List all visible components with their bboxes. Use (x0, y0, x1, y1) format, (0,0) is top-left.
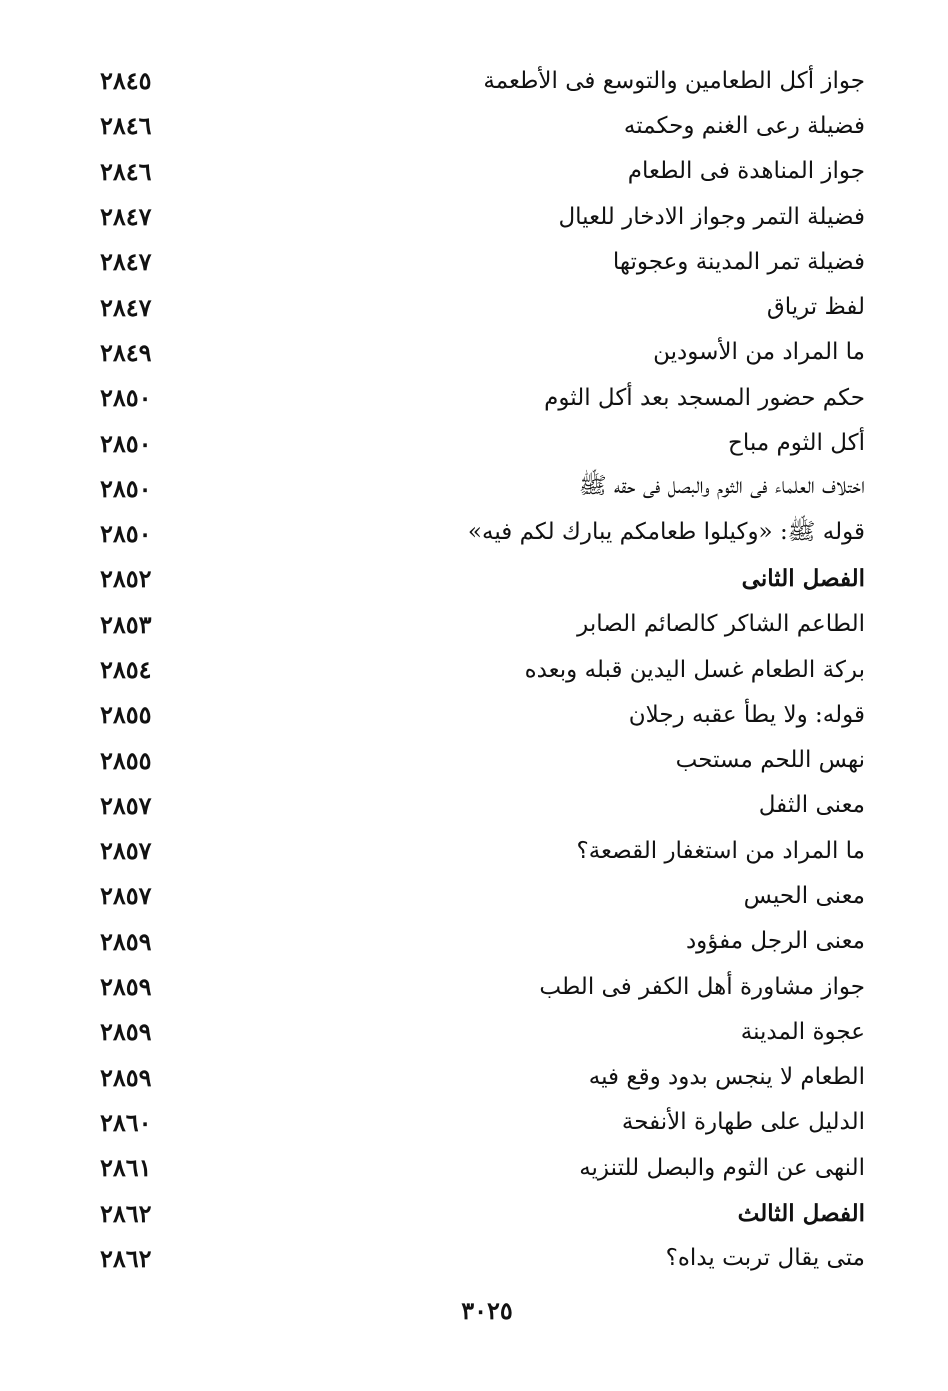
toc-page-number: ٢٨٥٥ (100, 700, 152, 730)
page-footer (0, 1296, 948, 1325)
toc-entry-title: معنى الحيس (743, 882, 865, 909)
toc-entry-title: معنى الثفل (758, 792, 865, 819)
toc-entry-title: الفصل الثالث (737, 1199, 865, 1227)
table-of-contents (100, 58, 865, 1281)
toc-page-number: ٢٨٦٠ (100, 1107, 152, 1137)
toc-entry (100, 330, 865, 375)
toc-entry-title: عجوة المدينة (740, 1018, 865, 1045)
toc-page-number: ٢٨٤٧ (100, 292, 152, 322)
toc-page-number: ٢٨٦٢ (100, 1198, 152, 1228)
toc-entry (100, 1145, 865, 1190)
toc-entry (100, 284, 865, 329)
toc-entry (100, 647, 865, 692)
toc-entry (100, 692, 865, 737)
toc-entry (100, 511, 865, 556)
footer-page-number: ٣٠٢٥ (461, 1296, 513, 1325)
toc-page-number: ٢٨٥٢ (100, 564, 152, 594)
toc-entry (100, 466, 865, 511)
toc-entry (100, 1100, 865, 1145)
toc-entry (100, 375, 865, 420)
toc-entry (100, 1009, 865, 1054)
toc-entry (100, 1055, 865, 1100)
toc-page-number: ٢٨٤٦ (100, 156, 152, 186)
toc-page-number: ٢٨٥٠ (100, 519, 152, 549)
toc-entry (100, 828, 865, 873)
toc-entry-title: فضيلة التمر وجواز الادخار للعيال (558, 203, 865, 230)
toc-entry-title: حكم حضور المسجد بعد أكل الثوم (544, 384, 865, 411)
toc-page-number: ٢٨٦٢ (100, 1243, 152, 1273)
toc-entry-title: معنى الرجل مفؤود (685, 928, 865, 955)
toc-entry-title: أكل الثوم مباح (728, 430, 865, 457)
toc-entry (100, 919, 865, 964)
toc-entry (100, 737, 865, 782)
toc-entry-title: بركة الطعام غسل اليدين قبله وبعده (524, 656, 865, 683)
toc-entry-title: جواز أكل الطعامين والتوسع فى الأطعمة (483, 67, 865, 94)
toc-page-number: ٢٨٥٠ (100, 428, 152, 458)
toc-entry-title: متى يقال تربت يداه؟ (665, 1245, 865, 1272)
toc-page-number: ٢٨٦١ (100, 1153, 152, 1183)
toc-entry (100, 149, 865, 194)
toc-page-number: ٢٨٥٩ (100, 926, 152, 956)
toc-page-number: ٢٨٥٠ (100, 473, 152, 503)
toc-entry (100, 964, 865, 1009)
toc-entry (100, 239, 865, 284)
toc-page-number: ٢٨٥٧ (100, 881, 152, 911)
toc-entry (100, 783, 865, 828)
toc-entry-title: لفظ ترياق (766, 294, 865, 321)
toc-page-number: ٢٨٥٣ (100, 609, 152, 639)
toc-page-number: ٢٨٥٠ (100, 383, 152, 413)
toc-entry (100, 58, 865, 103)
toc-entry-title: قوله: ولا يطأ عقبه رجلان (628, 701, 865, 728)
toc-section-heading (100, 556, 865, 601)
toc-entry-title: ما المراد من استغفار القصعة؟ (576, 837, 865, 864)
toc-entry-title: جواز مشاورة أهل الكفر فى الطب (539, 973, 865, 1000)
toc-page-number: ٢٨٥٥ (100, 745, 152, 775)
toc-page-number: ٢٨٥٩ (100, 1017, 152, 1047)
toc-entry (100, 873, 865, 918)
toc-entry (100, 103, 865, 148)
toc-entry-title: نهس اللحم مستحب (675, 747, 865, 774)
toc-page-number: ٢٨٥٧ (100, 790, 152, 820)
toc-page-number: ٢٨٥٧ (100, 836, 152, 866)
toc-entry-title: الطاعم الشاكر كالصائم الصابر (577, 611, 865, 638)
toc-entry-title: الطعام لا ينجس بدود وقع فيه (588, 1064, 865, 1091)
toc-entry-title: فضيلة تمر المدينة وعجوتها (612, 248, 865, 275)
toc-entry (100, 1236, 865, 1281)
toc-page-number: ٢٨٥٩ (100, 972, 152, 1002)
toc-entry-title: اختلاف العلماء فى الثوم والبصل فى حقه ﷺ (578, 473, 865, 500)
toc-entry (100, 420, 865, 465)
toc-page-number: ٢٨٤٩ (100, 337, 152, 367)
toc-entry (100, 194, 865, 239)
toc-page-number: ٢٨٥٩ (100, 1062, 152, 1092)
toc-entry-title: النهى عن الثوم والبصل للتنزيه (579, 1154, 865, 1181)
toc-page-number: ٢٨٤٦ (100, 111, 152, 141)
toc-page-number: ٢٨٤٧ (100, 247, 152, 277)
toc-entry-title: فضيلة رعى الغنم وحكمته (623, 112, 865, 139)
toc-page-number: ٢٨٤٥ (100, 66, 152, 96)
toc-entry-title: الدليل على طهارة الأنفحة (621, 1109, 865, 1136)
toc-entry-title: جواز المناهدة فى الطعام (627, 158, 865, 185)
toc-entry (100, 602, 865, 647)
toc-entry-title: قوله ﷺ: «وكيلوا طعامكم يبارك لكم فيه» (467, 518, 865, 545)
toc-entry-title: ما المراد من الأسودين (653, 339, 865, 366)
toc-page-number: ٢٨٥٤ (100, 655, 152, 684)
toc-entry-title: الفصل الثانى (741, 565, 865, 593)
toc-section-heading (100, 1190, 865, 1235)
toc-page-number: ٢٨٤٧ (100, 202, 152, 232)
